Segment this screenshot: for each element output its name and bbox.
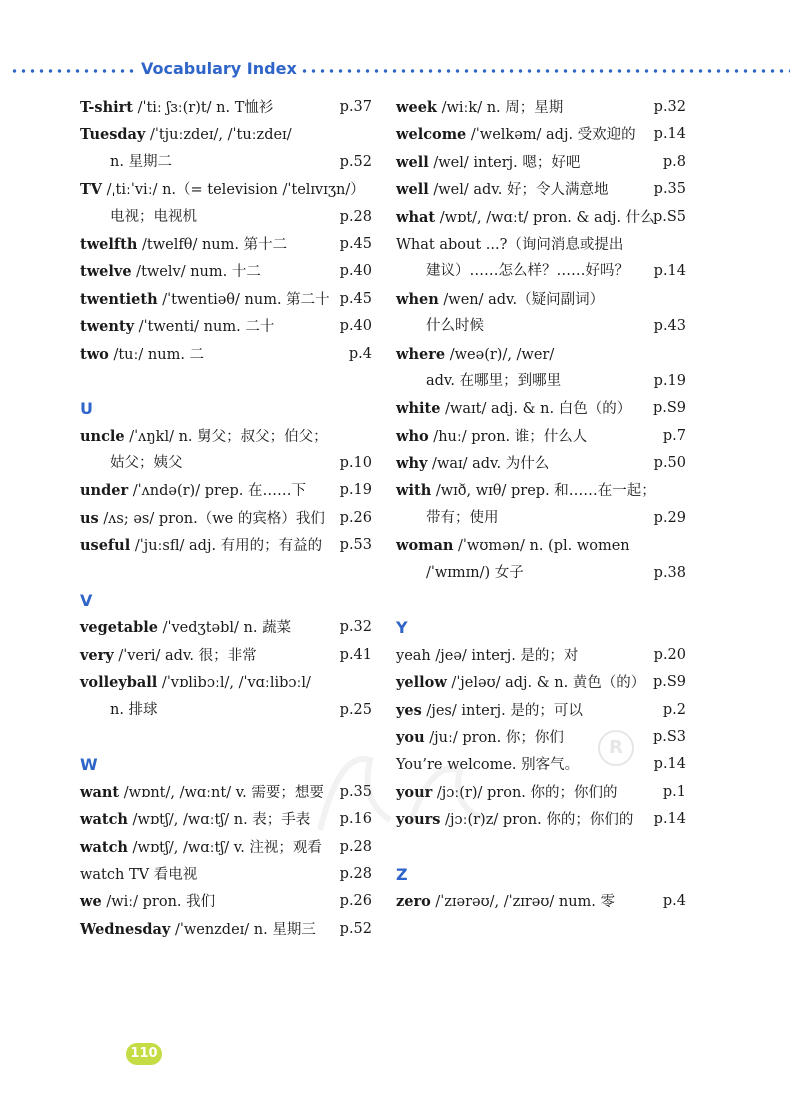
- vocab-entry: [80, 423, 372, 450]
- page-reference: p.35: [339, 783, 372, 800]
- entry-definition: /ˈwɪmɪn/) 女子: [426, 564, 524, 581]
- vocab-entry: [80, 94, 372, 121]
- entry-definition: /ˈtwentiəθ/ num. 第二十: [157, 291, 330, 308]
- page-reference: p.7: [662, 427, 686, 444]
- entry-text: [80, 258, 261, 286]
- page-reference: p.26: [339, 893, 372, 910]
- vocab-entry: [80, 532, 372, 559]
- entry-text: [80, 505, 325, 533]
- entry-continuation: [80, 204, 372, 231]
- page-reference: p.14: [653, 126, 686, 143]
- entry-text: [396, 341, 554, 369]
- entry-text: [80, 669, 311, 697]
- section-letter: V: [80, 591, 93, 611]
- headword: why: [396, 455, 428, 473]
- entry-text: [396, 204, 655, 232]
- entry-text: [396, 697, 583, 725]
- page-reference: p.2: [662, 701, 686, 718]
- vocab-entry: [80, 888, 372, 915]
- entry-definition: /jɔː(r)z/ pron. 你的；你们的: [440, 812, 634, 829]
- headword: watch: [80, 811, 128, 829]
- entry-definition: /ˈʌŋkl/ n. 舅父；叔父；伯父；: [124, 428, 328, 445]
- page-reference: p.32: [339, 619, 372, 636]
- entry-text: [396, 176, 608, 204]
- headword: white: [396, 400, 441, 418]
- entry-definition: /wɒtʃ/, /wɑːtʃ/ v. 注视；观看: [127, 839, 322, 856]
- page-reference: p.43: [653, 318, 686, 335]
- page-reference: p.28: [339, 208, 372, 225]
- entry-definition: n. 星期二: [110, 153, 173, 170]
- page-reference: p.25: [339, 701, 372, 718]
- entry-text: [80, 642, 257, 670]
- headword: well: [396, 181, 429, 199]
- entry-definition: /twelv/ num. 十二: [131, 264, 261, 281]
- headword: watch: [80, 838, 128, 856]
- page-reference: p.38: [653, 564, 686, 581]
- vocab-entry: [396, 888, 686, 915]
- vocab-entry: [396, 423, 686, 450]
- entry-text: [80, 779, 324, 807]
- entry-text: [396, 669, 645, 697]
- entry-definition: /wɒtʃ/, /wɑːtʃ/ n. 表；手表: [127, 812, 311, 829]
- entry-text: [80, 231, 287, 259]
- header-dots-right: [300, 69, 790, 73]
- entry-text: [396, 286, 604, 314]
- headword: woman: [396, 537, 454, 555]
- entry-definition: 带有；使用: [426, 509, 499, 526]
- page-reference: p.1: [662, 783, 686, 800]
- vocab-entry: [80, 477, 372, 504]
- entry-definition: 姑父；姨父: [110, 455, 183, 472]
- headword: two: [80, 345, 109, 363]
- entry-definition: /ˈwenzdeɪ/ n. 星期三: [170, 921, 316, 938]
- entry-definition: You’re welcome. 别客气。: [396, 757, 580, 774]
- entry-definition: /huː/ pron. 谁；什么人: [428, 428, 588, 445]
- entry-definition: /twelfθ/ num. 第十二: [137, 236, 288, 253]
- headword: twelve: [80, 263, 132, 281]
- page-header: [0, 58, 800, 84]
- entry-definition: /ˈvedʒtəbl/ n. 蔬菜: [157, 620, 292, 637]
- headword: TV: [80, 181, 103, 199]
- vocab-entry: [80, 176, 372, 203]
- entry-definition: 什么时候: [426, 318, 484, 335]
- vocab-entry: [396, 477, 686, 504]
- headword: useful: [80, 537, 131, 555]
- headword: vegetable: [80, 619, 158, 637]
- vocab-entry: [396, 121, 686, 148]
- entry-definition: /ˈtiː ʃɜː(r)t/ n. T恤衫: [132, 100, 274, 116]
- entry-definition: /wɒnt/, /wɑːnt/ v. 需要；想要: [119, 784, 324, 801]
- entry-definition: /ˈjeləʊ/ adj. & n. 黄色（的）: [446, 675, 646, 692]
- entry-continuation: [396, 368, 686, 395]
- entry-definition: yeah /jeə/ interj. 是的；对: [396, 647, 579, 664]
- entry-text: [80, 286, 330, 314]
- headword: volleyball: [80, 674, 158, 692]
- entry-text: [80, 834, 322, 862]
- vocab-entry: [396, 532, 686, 559]
- section-letter: Z: [396, 864, 408, 884]
- headword: under: [80, 482, 129, 500]
- page-reference: p.14: [653, 263, 686, 280]
- entry-text: [80, 532, 322, 560]
- entry-definition: /wɒt/, /wɑːt/ pron. & adj. 什么: [435, 209, 655, 226]
- entry-definition: /waɪ/ adv. 为什么: [427, 456, 550, 473]
- section-spacer: [80, 368, 372, 395]
- entry-text: [80, 176, 365, 204]
- entry-definition: 建议）……怎么样？……好吗？: [426, 263, 629, 280]
- entry-definition: /ˈʌndə(r)/ prep. 在……下: [128, 483, 307, 500]
- entry-text: [80, 806, 310, 834]
- headword: with: [396, 482, 432, 500]
- vocab-entry: [396, 697, 686, 724]
- page-reference: p.S5: [652, 208, 686, 225]
- entry-definition: /ˈtwenti/ num. 二十: [134, 319, 275, 336]
- headword: yellow: [396, 674, 447, 692]
- page-reference: p.40: [339, 263, 372, 280]
- headword: T-shirt: [80, 99, 133, 116]
- page-number-badge: 110: [126, 1043, 162, 1065]
- entry-text: [396, 395, 631, 423]
- headword: what: [396, 208, 436, 226]
- entry-text: [396, 532, 630, 560]
- vocab-entry: [80, 916, 372, 943]
- headword: uncle: [80, 427, 125, 445]
- entry-text: [396, 888, 615, 916]
- vocab-entry: [80, 313, 372, 340]
- page-reference: p.45: [339, 235, 372, 252]
- page-reference: p.19: [339, 482, 372, 499]
- vocab-entry: [396, 642, 686, 669]
- entry-text: [80, 861, 197, 889]
- page-reference: p.52: [339, 153, 372, 170]
- headword: who: [396, 427, 429, 445]
- headword: zero: [396, 893, 431, 911]
- entry-continuation: [396, 313, 686, 340]
- entry-text: [80, 423, 328, 451]
- entry-text: [396, 94, 563, 122]
- entry-text: [80, 916, 316, 944]
- page-reference: p.28: [339, 838, 372, 855]
- entry-text: [80, 94, 273, 122]
- entry-text: [80, 477, 306, 505]
- page-reference: p.10: [339, 455, 372, 472]
- vocab-entry: [396, 341, 686, 368]
- headword: welcome: [396, 126, 467, 144]
- entry-definition: /ˌtiːˈviː/ n.（= television /ˈtelɪvɪʒn/）: [102, 182, 365, 199]
- entry-continuation: [80, 450, 372, 477]
- page-reference: p.53: [339, 537, 372, 554]
- page-reference: p.29: [653, 509, 686, 526]
- entry-continuation: [396, 505, 686, 532]
- entry-definition: /juː/ pron. 你；你们: [424, 729, 564, 746]
- entry-definition: /wɪð, wɪθ/ prep. 和……在一起；: [431, 483, 656, 500]
- section-letter: W: [80, 755, 98, 775]
- headword: well: [396, 153, 429, 171]
- vocab-entry: [80, 614, 372, 641]
- page-reference: p.37: [339, 99, 372, 115]
- section-spacer: [80, 560, 372, 587]
- headword: Wednesday: [80, 920, 171, 938]
- entry-definition: watch TV 看电视: [80, 866, 198, 883]
- entry-text: [396, 149, 580, 177]
- page-reference: p.50: [653, 455, 686, 472]
- entry-definition: /ˈvɒlibɔːl/, /ˈvɑːlibɔːl/: [157, 675, 311, 692]
- entry-definition: /ˈwelkəm/ adj. 受欢迎的: [466, 127, 636, 144]
- headword: twentieth: [80, 290, 158, 308]
- watermark-logo: [300, 740, 520, 840]
- page-reference: p.14: [653, 756, 686, 773]
- entry-definition: /weə(r)/, /wer/: [445, 346, 555, 363]
- entry-definition: adv. 在哪里；到哪里: [426, 372, 562, 389]
- headword: us: [80, 509, 99, 527]
- page-reference: p.19: [653, 372, 686, 389]
- entry-definition: /wiːk/ n. 周；星期: [436, 100, 564, 116]
- page-reference: p.28: [339, 865, 372, 882]
- section-spacer: [396, 587, 686, 614]
- entry-text: [396, 642, 578, 670]
- page-reference: p.35: [653, 181, 686, 198]
- page-reference: p.14: [653, 811, 686, 828]
- entry-definition: 电视；电视机: [110, 208, 197, 225]
- entry-definition: /ˈjuːsfl/ adj. 有用的；有益的: [130, 538, 323, 555]
- entry-definition: /wiː/ pron. 我们: [101, 894, 216, 911]
- entry-definition: /wen/ adv.（疑问副词）: [438, 291, 605, 308]
- vocab-entry: [80, 258, 372, 285]
- registered-mark-icon: R: [598, 730, 634, 766]
- page-reference: p.16: [339, 811, 372, 828]
- headword: your: [396, 783, 433, 801]
- vocab-entry: [396, 204, 686, 231]
- vocab-entry: [80, 505, 372, 532]
- vocab-entry: [80, 341, 372, 368]
- entry-text: [396, 423, 587, 451]
- entry-definition: /jes/ interj. 是的；可以: [421, 702, 583, 719]
- headword: Tuesday: [80, 126, 146, 144]
- entry-definition: /ˈtjuːzdeɪ/, /ˈtuːzdeɪ/: [145, 127, 292, 144]
- headword: when: [396, 290, 439, 308]
- page-reference: p.20: [653, 646, 686, 663]
- headword: yours: [396, 811, 441, 829]
- headword: you: [396, 728, 425, 746]
- section-letter: U: [80, 399, 93, 419]
- entry-definition: What about ...?（询问消息或提出: [396, 236, 624, 253]
- section-letter: Y: [396, 618, 408, 638]
- page-reference: p.S9: [652, 400, 686, 417]
- vocab-entry: [396, 176, 686, 203]
- page-title: Vocabulary Index: [141, 59, 297, 78]
- page-reference: p.S9: [652, 674, 686, 691]
- vocab-entry: [396, 149, 686, 176]
- entry-text: [80, 313, 274, 341]
- entry-text: [396, 450, 549, 478]
- entry-text: [80, 341, 204, 369]
- entry-definition: /waɪt/ adj. & n. 白色（的）: [440, 401, 632, 418]
- vocab-entry: [396, 395, 686, 422]
- page-reference: p.8: [662, 153, 686, 170]
- entry-text: [80, 614, 291, 642]
- headword: want: [80, 783, 120, 801]
- entry-definition: /jɔː(r)/ pron. 你的；你们的: [432, 784, 618, 801]
- vocab-entry: [80, 669, 372, 696]
- headword: we: [80, 893, 102, 911]
- page-reference: p.41: [339, 646, 372, 663]
- entry-text: [396, 477, 656, 505]
- headword: week: [396, 99, 437, 116]
- entry-definition: /ˈveri/ adv. 很；非常: [113, 647, 257, 664]
- headword: yes: [396, 701, 422, 719]
- vocab-entry: [80, 121, 372, 148]
- headword: twelfth: [80, 235, 138, 253]
- entry-continuation: [396, 258, 686, 285]
- vocab-entry: [80, 231, 372, 258]
- entry-definition: /wel/ adv. 好；令人满意地: [428, 182, 609, 199]
- entry-continuation: [80, 697, 372, 724]
- vocab-entry: [80, 642, 372, 669]
- page-reference: p.S3: [652, 728, 686, 745]
- entry-definition: /wel/ interj. 嗯；好吧: [428, 154, 581, 171]
- vocab-entry: [396, 231, 686, 258]
- entry-definition: n. 排球: [110, 701, 158, 718]
- entry-definition: /ˈwʊmən/ n. (pl. women: [453, 538, 630, 555]
- page-reference: p.4: [662, 893, 686, 910]
- vocab-entry: [396, 450, 686, 477]
- vocab-entry: [80, 286, 372, 313]
- entry-definition: /ʌs; əs/ pron.（we 的宾格）我们: [98, 510, 325, 527]
- page-reference: p.40: [339, 318, 372, 335]
- entry-text: [396, 121, 636, 149]
- entry-definition: /ˈzɪərəʊ/, /ˈzɪrəʊ/ num. 零: [430, 894, 616, 911]
- entry-definition: /tuː/ num. 二: [108, 346, 205, 363]
- page-reference: p.32: [653, 99, 686, 115]
- page-reference: p.45: [339, 290, 372, 307]
- page-reference: p.52: [339, 920, 372, 937]
- headword: where: [396, 345, 446, 363]
- vocab-entry: [396, 286, 686, 313]
- entry-continuation: [396, 560, 686, 587]
- page-reference: p.26: [339, 509, 372, 526]
- page-reference: p.4: [348, 345, 372, 362]
- entry-text: [80, 888, 215, 916]
- entry-text: [396, 231, 623, 259]
- entry-continuation: [80, 149, 372, 176]
- vocab-entry: [396, 94, 686, 121]
- headword: twenty: [80, 318, 135, 336]
- headword: very: [80, 646, 114, 664]
- vocab-entry: [80, 861, 372, 888]
- header-dots-left: [10, 69, 134, 73]
- vocab-entry: [396, 669, 686, 696]
- entry-text: [80, 121, 292, 149]
